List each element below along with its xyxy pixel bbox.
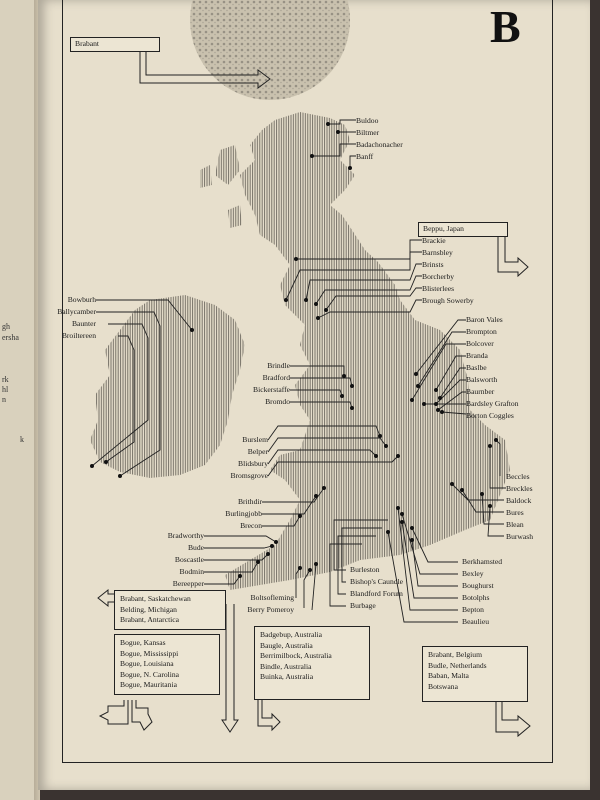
box-item: Budle, Netherlands bbox=[428, 660, 487, 670]
left-page-text: k bbox=[20, 435, 24, 444]
place-label: Branda bbox=[466, 351, 488, 360]
left-page-text: hl bbox=[2, 385, 9, 394]
ireland-landmass bbox=[90, 295, 245, 478]
place-label: Boscastle bbox=[174, 555, 204, 564]
place-label: Borcherby bbox=[422, 272, 455, 281]
place-label: Brackie bbox=[422, 236, 446, 245]
place-label: Balsworth bbox=[466, 375, 498, 384]
place-label: Bereepper bbox=[172, 579, 204, 588]
place-label: Bradworthy bbox=[167, 531, 204, 540]
box-item: Botswana bbox=[428, 681, 458, 691]
place-label: Bude bbox=[187, 543, 204, 552]
box-item: Belding, Michigan bbox=[120, 604, 177, 614]
box-bogue bbox=[114, 634, 220, 695]
hebrides-islands bbox=[200, 145, 242, 228]
place-label: Boughurst bbox=[462, 581, 494, 590]
place-label: Boltsofleming bbox=[250, 593, 294, 602]
place-label: Beaulieu bbox=[462, 617, 489, 626]
place-label: Bodmin bbox=[179, 567, 204, 576]
place-label: Baslbe bbox=[466, 363, 487, 372]
place-label: Bickerstaffe bbox=[253, 385, 290, 394]
box-item: Baban, Malta bbox=[428, 671, 469, 680]
place-label: Burlingjobb bbox=[225, 509, 262, 518]
place-label: Bromdo bbox=[265, 397, 290, 406]
place-label: Berry Pomeroy bbox=[247, 605, 294, 614]
place-label: Blandford Forum bbox=[350, 589, 403, 598]
place-label: Blean bbox=[506, 520, 524, 529]
place-label: Baldock bbox=[506, 496, 532, 505]
moon-globe bbox=[190, 0, 350, 100]
box-australia bbox=[254, 626, 370, 700]
box-item: Bindle, Australia bbox=[260, 661, 312, 671]
box-item: Buinka, Australia bbox=[260, 672, 314, 681]
place-label: Bexley bbox=[462, 569, 484, 578]
place-label: Burbage bbox=[350, 601, 376, 610]
japan-box-label: Beppu, Japan bbox=[423, 224, 464, 233]
box-item: Baugle, Australia bbox=[260, 640, 313, 650]
box-europe bbox=[422, 646, 528, 702]
place-label: Baron Vales bbox=[466, 315, 503, 324]
place-label: Beccles bbox=[506, 472, 530, 481]
place-label: Brecon bbox=[240, 521, 262, 530]
place-label: Badachonacher bbox=[356, 140, 403, 149]
place-label: Bardsley Grafton bbox=[466, 399, 519, 408]
box-item: Berrimilbock, Australia bbox=[260, 651, 332, 660]
place-label: Breckles bbox=[506, 484, 533, 493]
place-label: Buldoo bbox=[356, 116, 379, 125]
place-label: Biltmer bbox=[356, 128, 380, 137]
place-label: Borton Coggles bbox=[466, 411, 514, 420]
place-label: Bowburh bbox=[67, 295, 96, 304]
place-label: Banff bbox=[356, 152, 374, 161]
page-letter: B bbox=[490, 1, 521, 52]
box-item: Bogue, Louisiana bbox=[120, 659, 174, 668]
box-item: Brabant, Antarctica bbox=[120, 615, 180, 624]
place-label: Burwash bbox=[506, 532, 533, 541]
place-label: Ballycamber bbox=[57, 307, 96, 316]
place-label: Bromsgrove bbox=[230, 471, 268, 480]
place-label: Bradford bbox=[262, 373, 290, 382]
title-box-label: Brabant bbox=[75, 39, 100, 48]
left-page-text: rk bbox=[2, 375, 9, 384]
place-label: Baurnber bbox=[466, 387, 495, 396]
box-item: Bogue, Mississippi bbox=[120, 648, 179, 658]
place-label: Bolcover bbox=[466, 339, 494, 348]
place-label: Blisterlees bbox=[422, 284, 455, 293]
box-item: Badgebup, Australia bbox=[260, 630, 323, 639]
place-label: Burslem bbox=[242, 435, 268, 444]
place-label: Brindle bbox=[267, 361, 290, 370]
box-item: Brabant, Belgium bbox=[428, 650, 482, 659]
place-label: Belper bbox=[247, 447, 268, 456]
box-item: Bogue, Kansas bbox=[120, 638, 166, 647]
place-label: Blidsbury bbox=[238, 459, 268, 468]
box-item: Bogue, Mauritania bbox=[120, 680, 177, 689]
box-item: Bogue, N. Carolina bbox=[120, 669, 180, 679]
place-label: Bepton bbox=[462, 605, 484, 614]
title-box bbox=[70, 37, 160, 52]
place-label: Botolphs bbox=[462, 593, 490, 602]
japan-arrow bbox=[498, 236, 528, 276]
place-label: Brithdir bbox=[237, 497, 262, 506]
place-label: Bures bbox=[506, 508, 524, 517]
place-label: Brough Sowerby bbox=[422, 296, 474, 305]
place-label: Brompton bbox=[466, 327, 497, 336]
box-brabant-world bbox=[114, 590, 226, 630]
place-label: Broiltereen bbox=[61, 331, 96, 340]
place-label: Burleston bbox=[350, 565, 380, 574]
left-page-text: n bbox=[2, 395, 6, 404]
left-page-text: ersha bbox=[2, 333, 19, 342]
box-item: Brabant, Saskatchewan bbox=[120, 594, 191, 603]
left-page-text: gh bbox=[2, 322, 10, 331]
place-label: Baunter bbox=[71, 319, 96, 328]
place-label: Berkhamsted bbox=[462, 557, 503, 566]
place-label: Barnsbley bbox=[422, 248, 453, 257]
place-label: Brinsts bbox=[422, 260, 444, 269]
place-label: Bishop's Caundle bbox=[350, 577, 404, 586]
japan-box bbox=[418, 222, 508, 237]
